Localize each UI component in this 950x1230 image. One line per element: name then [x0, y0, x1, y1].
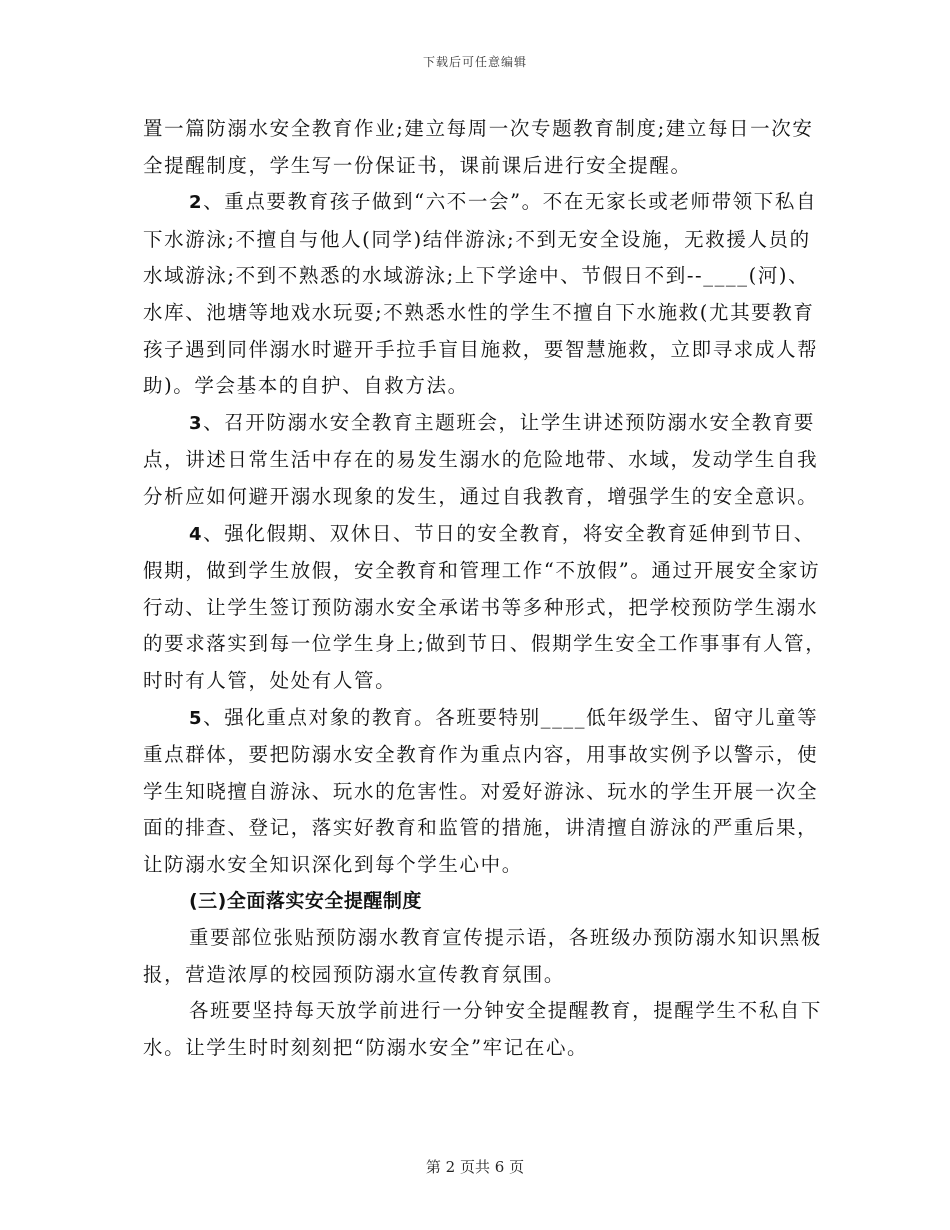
list-item-text: 、召开防溺水安全教育主题班会，让学生讲述预防溺水安全教育要点，讲述日常生活中存在的易发生溺水的危险地带、水域，发动学生自我分析应如何避开溺水现象的发生，通过自我教育，增强学生的安全意识。	[143, 410, 819, 508]
section-heading: (三)全面落实安全提醒制度	[189, 890, 422, 913]
document-body	[143, 111, 828, 1066]
paragraph-section3-a: 重要部位张贴预防溺水教育宣传提示语，各班级办预防溺水知识黑板报，营造浓厚的校园预防溺水宣传教育氛围。	[143, 926, 823, 986]
list-item-text: 、重点要教育孩子做到“六不一会”。不在无家长或老师带领下私自下水游泳;不擅自与他人(同学)结伴游泳;不到无安全设施，无救援人员的水域游泳;不到不熟悉的水域游泳;上下学途中、节假日不到--____(河)、水库、池塘等地戏水玩耍;不熟悉水性的学生不擅自下水施救(尤其要教育孩子遇到同伴溺水时避开手拉手盲目施救，要智慧施救，立即寻求成人帮助)。学会基本的自护、自救方法。	[143, 190, 819, 398]
list-item-number: 4	[189, 523, 204, 545]
list-item-2	[143, 184, 828, 405]
list-item-3	[143, 405, 828, 516]
paragraph-continuation: 置一篇防溺水安全教育作业;建立每周一次专题教育制度;建立每日一次安全提醒制度，学生写一份保证书，课前课后进行安全提醒。	[143, 117, 814, 177]
page-header: 下载后可任意编辑	[422, 55, 527, 69]
list-item-number: 2	[189, 192, 204, 214]
list-item-text: 、强化假期、双休日、节日的安全教育，将安全教育延伸到节日、假期，做到学生放假，安全教育和管理工作“不放假”。通过开展安全家访行动、让学生签订预防溺水安全承诺书等多种形式，把学校预防学生溺水的要求落实到每一位学生身上;做到节日、假期学生安全工作事事有人管，时时有人管，处处有人管。	[143, 521, 827, 692]
list-item-4	[143, 516, 828, 700]
list-item-text: 、强化重点对象的教育。各班要特别____低年级学生、留守儿童等重点群体，要把防溺水安全教育作为重点内容，用事故实例予以警示，使学生知晓擅自游泳、玩水的危害性。对爱好游泳、玩水的学生开展一次全面的排查、登记，落实好教育和监管的措施，讲清擅自游泳的严重后果，让防溺水安全知识深化到每个学生心中。	[143, 705, 819, 876]
list-item-5	[143, 700, 828, 884]
page-number: 第 2 页共 6 页	[425, 1158, 525, 1176]
list-item-number: 5	[189, 707, 204, 729]
list-item-number: 3	[189, 412, 204, 434]
paragraph-section3-b: 各班要坚持每天放学前进行一分钟安全提醒教育，提醒学生不私自下水。让学生时时刻刻把“防溺水安全”牢记在心。	[143, 999, 823, 1059]
